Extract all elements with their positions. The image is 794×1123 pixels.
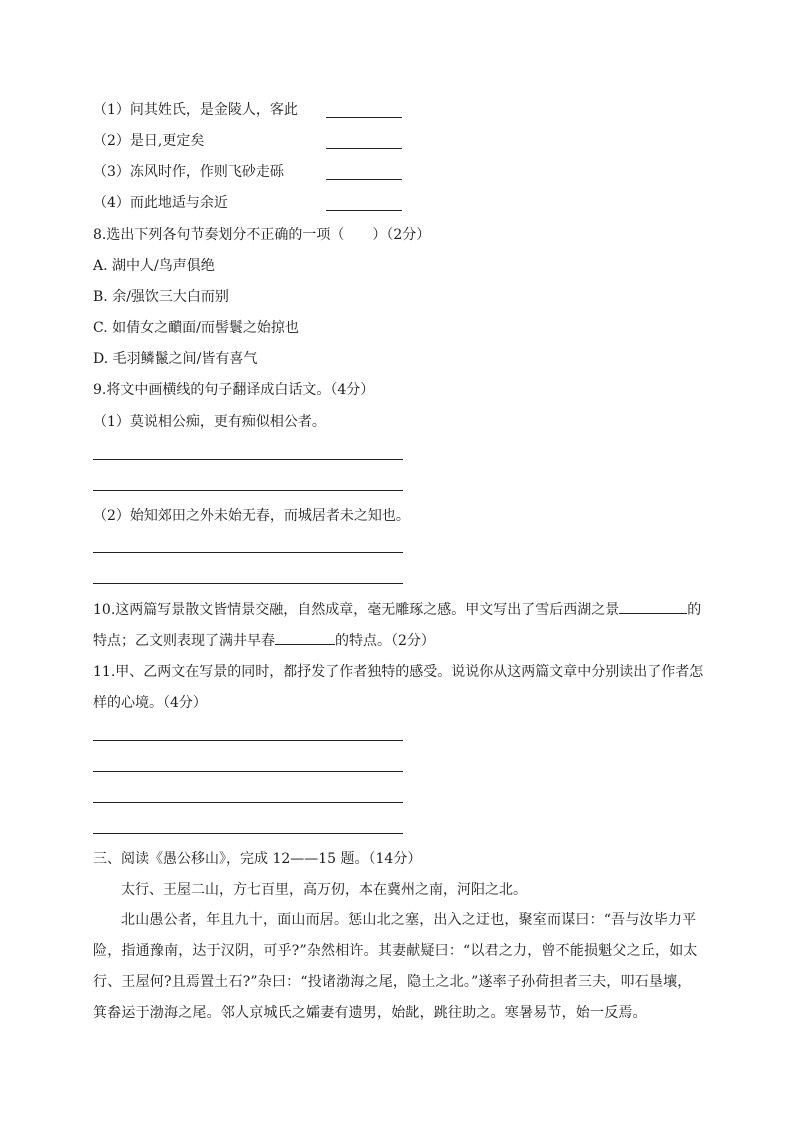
q10-text-d: 的特点。（2分） xyxy=(335,633,435,649)
q11-answer-line-4[interactable] xyxy=(93,833,403,834)
section3-para-1: 太行、王屋二山，方七百里，高万仞，本在冀州之南，河阳之北。 xyxy=(121,882,527,898)
q10-text-b: 的 xyxy=(687,602,702,618)
q11-answer-line-1[interactable] xyxy=(93,740,403,741)
q7-answer-blank-3[interactable] xyxy=(326,178,402,180)
q7-answer-blank-2[interactable] xyxy=(326,147,402,149)
q10-text-a: 10.这两篇写景散文皆情景交融，自然成章，毫无雕琢之感。甲文写出了雪后西湖之景 xyxy=(93,602,620,618)
q7-answer-blank-1[interactable] xyxy=(326,116,402,118)
q8-stem: 8.选出下列各句节奏划分不正确的一项（ ）（2分） xyxy=(93,227,431,243)
q10-text-c: 特点；乙文则表现了满井早春 xyxy=(93,633,275,649)
q9-sub1-answer-line-1[interactable] xyxy=(93,459,403,460)
q9-sub2-answer-line-1[interactable] xyxy=(93,552,403,553)
q8-option-b: B. 余/强饮三大白而别 xyxy=(93,289,229,305)
q9-sub2: （2）始知郊田之外未始无春，而城居者未之知也。 xyxy=(93,508,410,524)
q7-item-1: （1）问其姓氏，是金陵人，客此 xyxy=(93,102,298,118)
section3-para-2: 北山愚公者，年且九十，面山而居。惩山北之塞，出入之迂也，聚室而谋曰：“吾与汝毕力平险，指通豫南，达于汉阴，可乎?”杂然相许。其妻献疑曰：“以君之力，曾不能损魁父之丘，如太行、王屋何?且焉置土石?”杂曰：“投诸渤海之尾，隐土之北。”遂率子孙荷担者三夫，叩石垦壤，箕畚运于渤海之尾。邻人京城氏之孀妻有遗男，始龀，跳往助之。寒暑易节，始一反焉。 xyxy=(93,912,698,1021)
q10-line-1 xyxy=(93,599,701,620)
q8-option-a: A. 湖中人/鸟声俱绝 xyxy=(93,258,215,274)
q11-answer-line-2[interactable] xyxy=(93,771,403,772)
q8-option-c: C. 如倩女之靧面/而髻鬟之始掠也 xyxy=(93,320,299,336)
q9-stem: 9.将文中画横线的句子翻译成白话文。（4分） xyxy=(93,382,375,398)
q7-item-3: （3）冻风时作，作则飞砂走砾 xyxy=(93,164,284,180)
q7-answer-blank-4[interactable] xyxy=(326,209,402,211)
q9-sub1: （1）莫说相公痴，更有痴似相公者。 xyxy=(93,414,326,430)
q9-sub1-answer-line-2[interactable] xyxy=(93,490,403,491)
q7-item-4: （4）而此地适与余近 xyxy=(93,195,228,211)
q9-sub2-answer-line-2[interactable] xyxy=(93,583,403,584)
q7-item-2: （2）是日,更定矣 xyxy=(93,133,205,149)
q11-answer-line-3[interactable] xyxy=(93,802,403,803)
q11-line-1: 11.甲、乙两文在写景的同时，都抒发了作者独特的感受。说说你从这两篇文章中分别读出了作者怎 xyxy=(93,664,704,680)
q10-blank-2[interactable] xyxy=(275,630,335,645)
section3-heading: 三、阅读《愚公移山》，完成 12——15 题。（14分） xyxy=(93,851,422,867)
q10-blank-1[interactable] xyxy=(619,599,687,614)
q8-option-d: D. 毛羽鳞鬣之间/皆有喜气 xyxy=(93,351,258,367)
q10-line-2 xyxy=(93,630,435,651)
q11-line-2: 样的心境。（4分） xyxy=(93,695,207,711)
